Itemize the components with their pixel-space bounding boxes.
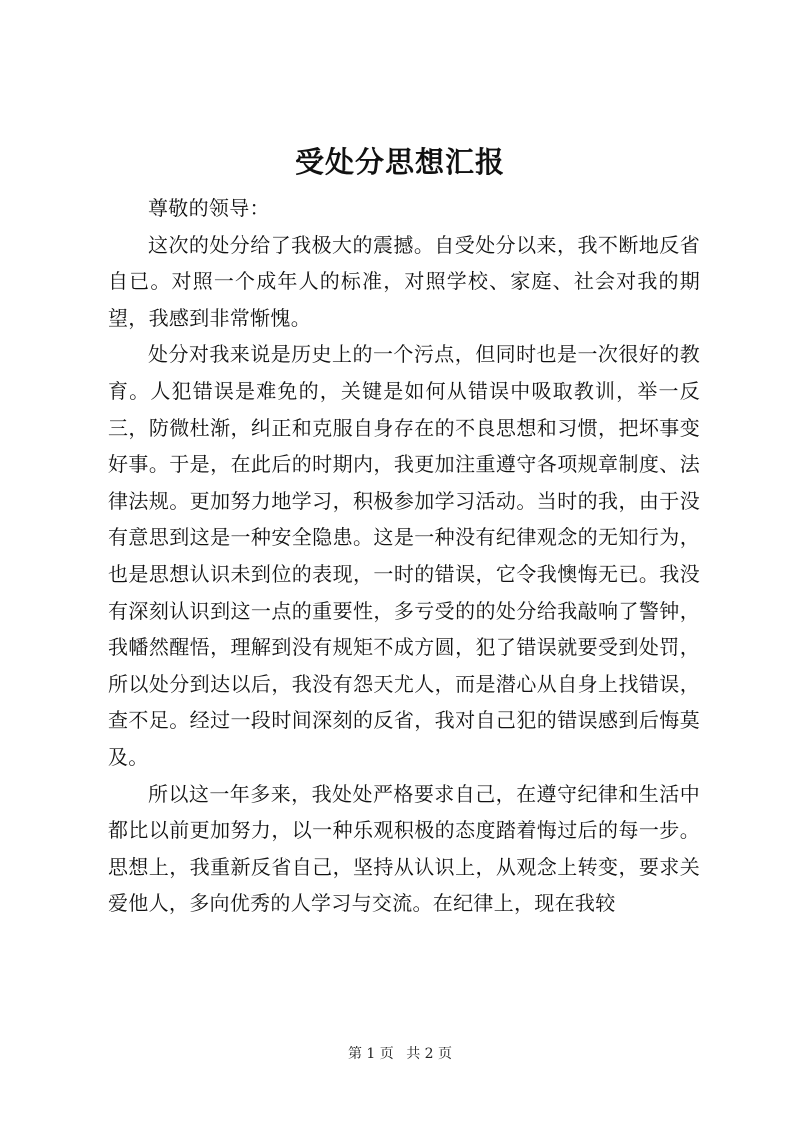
document-title: 受处分思想汇报 — [294, 145, 505, 179]
page-footer — [0, 1044, 800, 1064]
paragraph-3: 所以这一年多来，我处处严格要求自己，在遵守纪律和生活中都比以前更加努力，以一种乐观积极的态度踏着悔过后的每一步。思想上，我重新反省自己，坚持从认识上，从观念上转变，要求关爱他人，多向优秀的人学习与交流。在纪律上，现在我较 — [108, 781, 700, 916]
page-number: 第 1 页 — [347, 1046, 394, 1062]
salutation: 尊敬的领导： — [148, 196, 270, 220]
paragraph-1: 这次的处分给了我极大的震撼。自受处分以来，我不断地反省自已。对照一个成年人的标准，对照学校、家庭、社会对我的期望，我感到非常惭愧。 — [108, 232, 700, 330]
document-body — [108, 190, 700, 922]
page-total: 共 2 页 — [406, 1046, 453, 1062]
paragraph-2: 处分对我来说是历史上的一个污点，但同时也是一次很好的教育。人犯错误是难免的，关键是如何从错误中吸取教训，举一反三，防微杜渐，纠正和克服自身存在的不良思想和习惯，把坏事变好事。于是，在此后的时期内，我更加注重遵守各项规章制度、法律法规。更加努力地学习，积极参加学习活动。当时的我，由于没有意思到这是一种安全隐患。这是一种没有纪律观念的无知行为，也是思想认识未到位的表现，一时的错误，它令我懊悔无已。我没有深刻认识到这一点的重要性，多亏受的的处分给我敲响了警钟，我幡然醒悟，理解到没有规矩不成方圆，犯了错误就要受到处罚，所以处分到达以后，我没有怨天尤人，而是潜心从自身上找错误，查不足。经过一段时间深刻的反省，我对自己犯的错误感到后悔莫及。 — [108, 342, 700, 769]
